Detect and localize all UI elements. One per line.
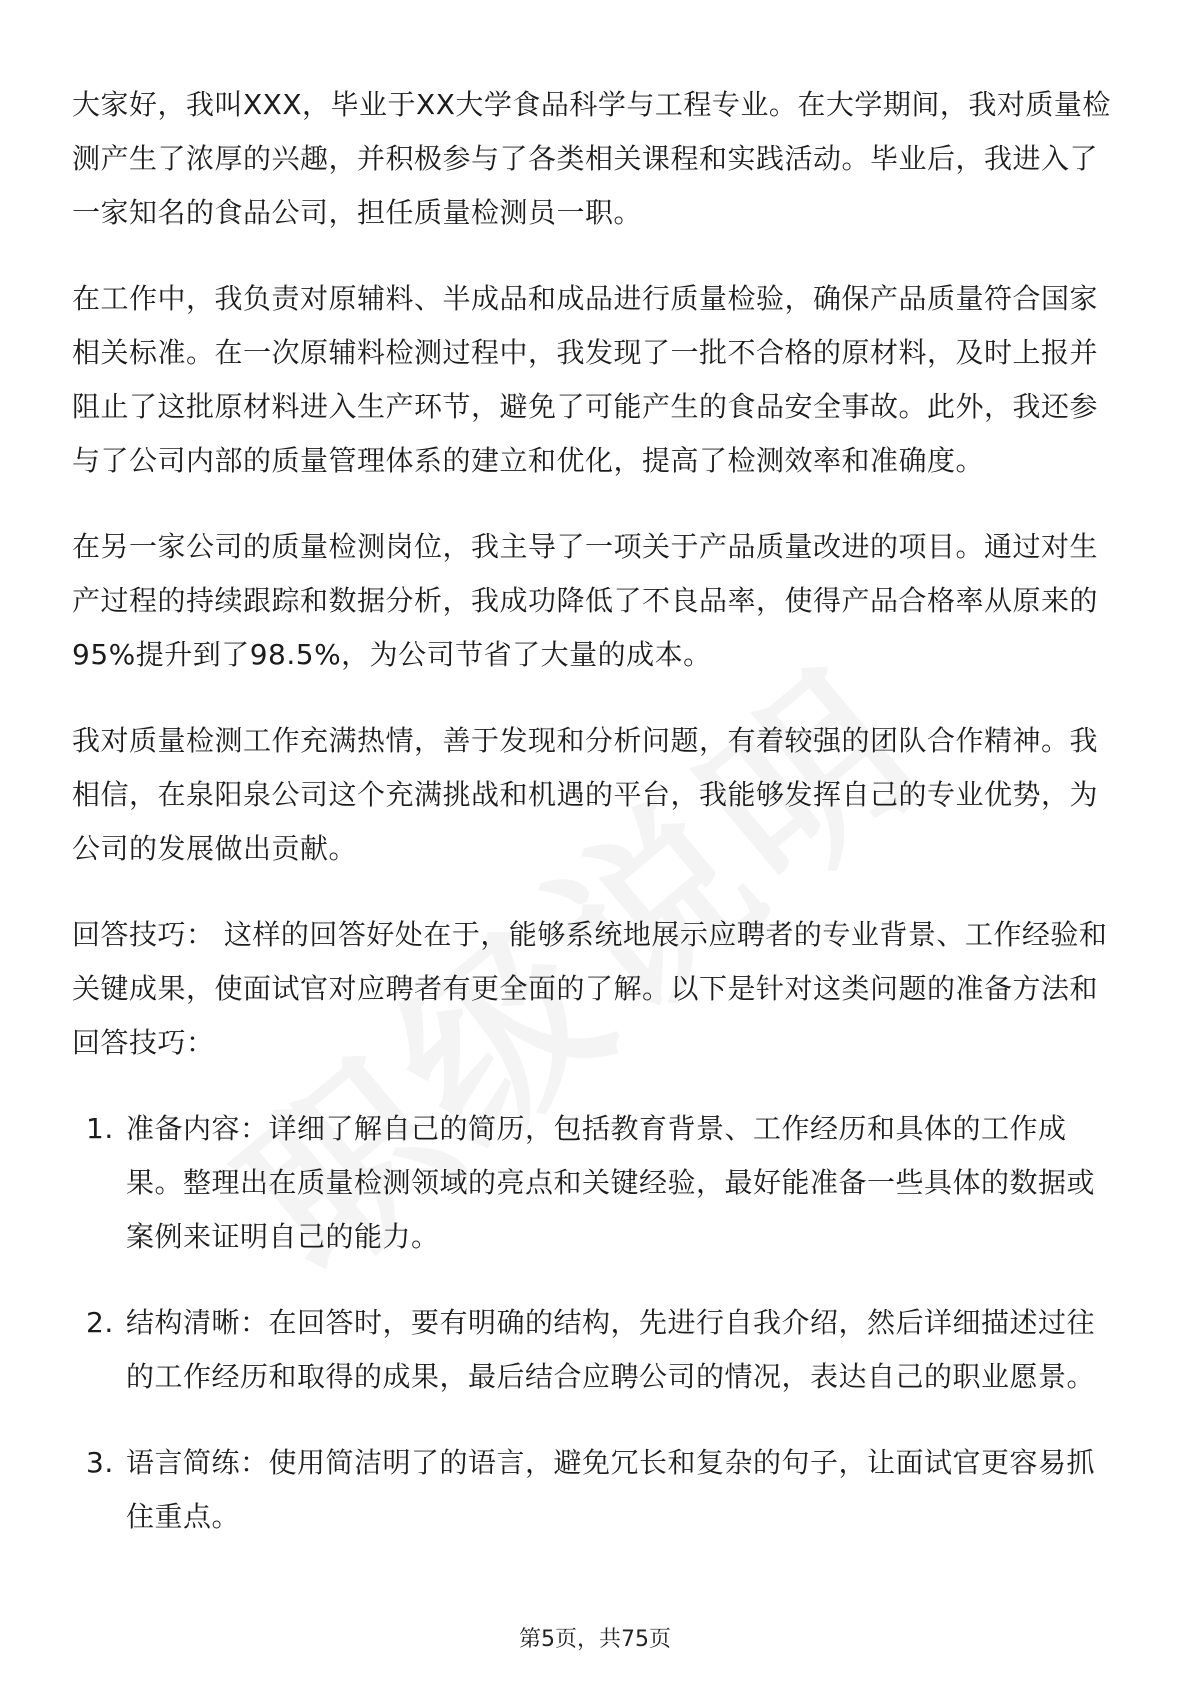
- list-item-number: 3.: [86, 1446, 114, 1479]
- list-item: [72, 1102, 1120, 1264]
- document-content: [72, 78, 1120, 1576]
- paragraph-motivation: 我对质量检测工作充满热情，善于发现和分析问题，有着较强的团队合作精神。我相信，在泉阳泉公司这个充满挑战和机遇的平台，我能够发挥自己的专业优势，为公司的发展做出贡献。: [72, 724, 1099, 865]
- tips-list: [72, 1102, 1120, 1544]
- paragraph-answer-tips: 回答技巧： 这样的回答好处在于，能够系统地展示应聘者的专业背景、工作经验和关键成果，使面试官对应聘者有更全面的了解。以下是针对这类问题的准备方法和回答技巧：: [72, 918, 1108, 1059]
- list-item-text: 准备内容：详细了解自己的简历，包括教育背景、工作经历和具体的工作成果。整理出在质量检测领域的亮点和关键经验，最好能准备一些具体的数据或案例来证明自己的能力。: [126, 1112, 1096, 1253]
- paragraph-project: 在另一家公司的质量检测岗位，我主导了一项关于产品质量改进的项目。通过对生产过程的持续跟踪和数据分析，我成功降低了不良品率，使得产品合格率从原来的95%提升到了98.5%，为公司节省了大量的成本。: [72, 530, 1099, 671]
- paragraph-work-duties: 在工作中，我负责对原辅料、半成品和成品进行质量检验，确保产品质量符合国家相关标准。在一次原辅料检测过程中，我发现了一批不合格的原材料，及时上报并阻止了这批原材料进入生产环节，避免了可能产生的食品安全事故。此外，我还参与了公司内部的质量管理体系的建立和优化，提高了检测效率和准确度。: [72, 282, 1099, 477]
- list-item: [72, 1436, 1120, 1544]
- list-item-number: 1.: [86, 1112, 114, 1145]
- list-item-number: 2.: [86, 1306, 114, 1339]
- list-item-text: 结构清晰：在回答时，要有明确的结构，先进行自我介绍，然后详细描述过往的工作经历和取得的成果，最后结合应聘公司的情况，表达自己的职业愿景。: [126, 1306, 1096, 1393]
- list-item-text: 语言简练：使用简洁明了的语言，避免冗长和复杂的句子，让面试官更容易抓住重点。: [126, 1446, 1096, 1533]
- paragraph-intro: 大家好，我叫XXX，毕业于XX大学食品科学与工程专业。在大学期间，我对质量检测产生了浓厚的兴趣，并积极参与了各类相关课程和实践活动。毕业后，我进入了一家知名的食品公司，担任质量检测员一职。: [72, 88, 1111, 229]
- list-item: [72, 1296, 1120, 1404]
- page-number-footer: 第5页，共75页: [519, 1627, 671, 1652]
